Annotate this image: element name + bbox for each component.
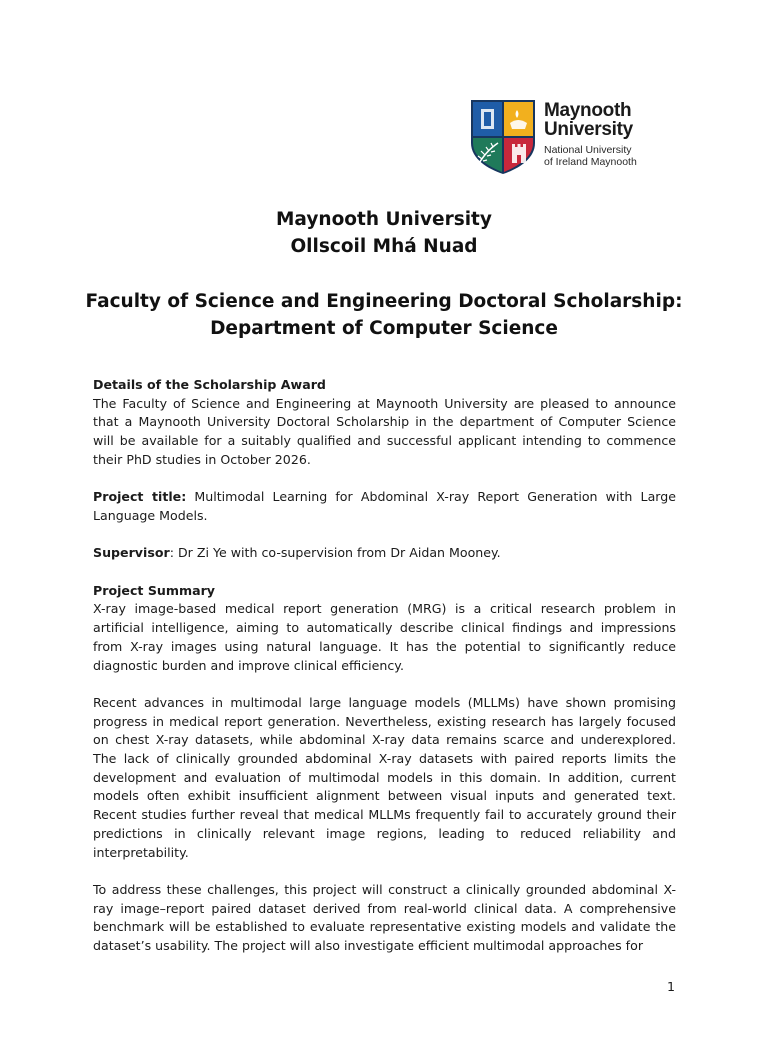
university-name-irish: Ollscoil Mhá Nuad xyxy=(290,236,478,257)
project-title-label: Project title: xyxy=(93,489,187,505)
supervisor-label: Supervisor xyxy=(93,545,170,561)
project-summary-heading: Project Summary xyxy=(93,582,216,598)
logo-name-line1: Maynooth xyxy=(544,100,632,121)
title-block xyxy=(0,206,768,342)
department-title: Department of Computer Science xyxy=(210,318,558,339)
university-logo xyxy=(470,99,650,175)
details-paragraph: The Faculty of Science and Engineering at Maynooth University are pleased to announce that a Maynooth University Doctoral Scholarship in the department of Computer Science will be available for a suitably qualified and successful applicant intending to commence their PhD studies in October 2026. xyxy=(93,395,676,467)
project-title-text: Multimodal Learning for Abdominal X-ray Report Generation with Large Language Models. xyxy=(93,489,676,523)
university-name-english: Maynooth University xyxy=(276,209,492,230)
document-body xyxy=(93,376,676,956)
crest-icon xyxy=(470,99,536,175)
supervisor-text: : Dr Zi Ye with co-supervision from Dr Aidan Mooney. xyxy=(169,545,501,561)
project-title-paragraph xyxy=(93,488,676,525)
page-number: 1 xyxy=(667,979,676,994)
logo-subtitle-line2: of Ireland Maynooth xyxy=(544,156,637,169)
summary-paragraph: X-ray image-based medical report generation (MRG) is a critical research problem in artificial intelligence, aiming to automatically describe clinical findings and impressions from X-ray images using natural language. It has the potential to significantly reduce diagnostic burden and improve clinical efficiency. xyxy=(93,601,676,673)
logo-subtitle-line1: National University xyxy=(544,144,632,156)
scholarship-title: Faculty of Science and Engineering Doctoral Scholarship: xyxy=(85,291,683,312)
details-heading: Details of the Scholarship Award xyxy=(93,377,326,392)
summary-paragraph: Recent advances in multimodal large language models (MLLMs) have shown promising progress in medical report generation. Nevertheless, existing research has largely focused on chest X-ray datasets, while abdominal X-ray data remains scarce and underexplored. The lack of clinically grounded abdominal X-ray datasets with paired reports limits the development and evaluation of multimodal models in this domain. In addition, current models often exhibit insufficient alignment between visual inputs and generated text. Recent studies further reveal that medical MLLMs frequently fail to accurately ground their predictions in clinically relevant image regions, leading to reduced reliability and interpretability. xyxy=(93,694,676,860)
summary-paragraph: To address these challenges, this project will construct a clinically grounded abdominal X-ray image–report paired dataset derived from real-world clinical data. A comprehensive benchmark will be established to evaluate representative existing models and validate the dataset’s usability. The project will also investigate efficient multimodal approaches for xyxy=(93,881,676,954)
logo-name-line2: University xyxy=(544,119,633,140)
supervisor-paragraph xyxy=(93,544,676,563)
